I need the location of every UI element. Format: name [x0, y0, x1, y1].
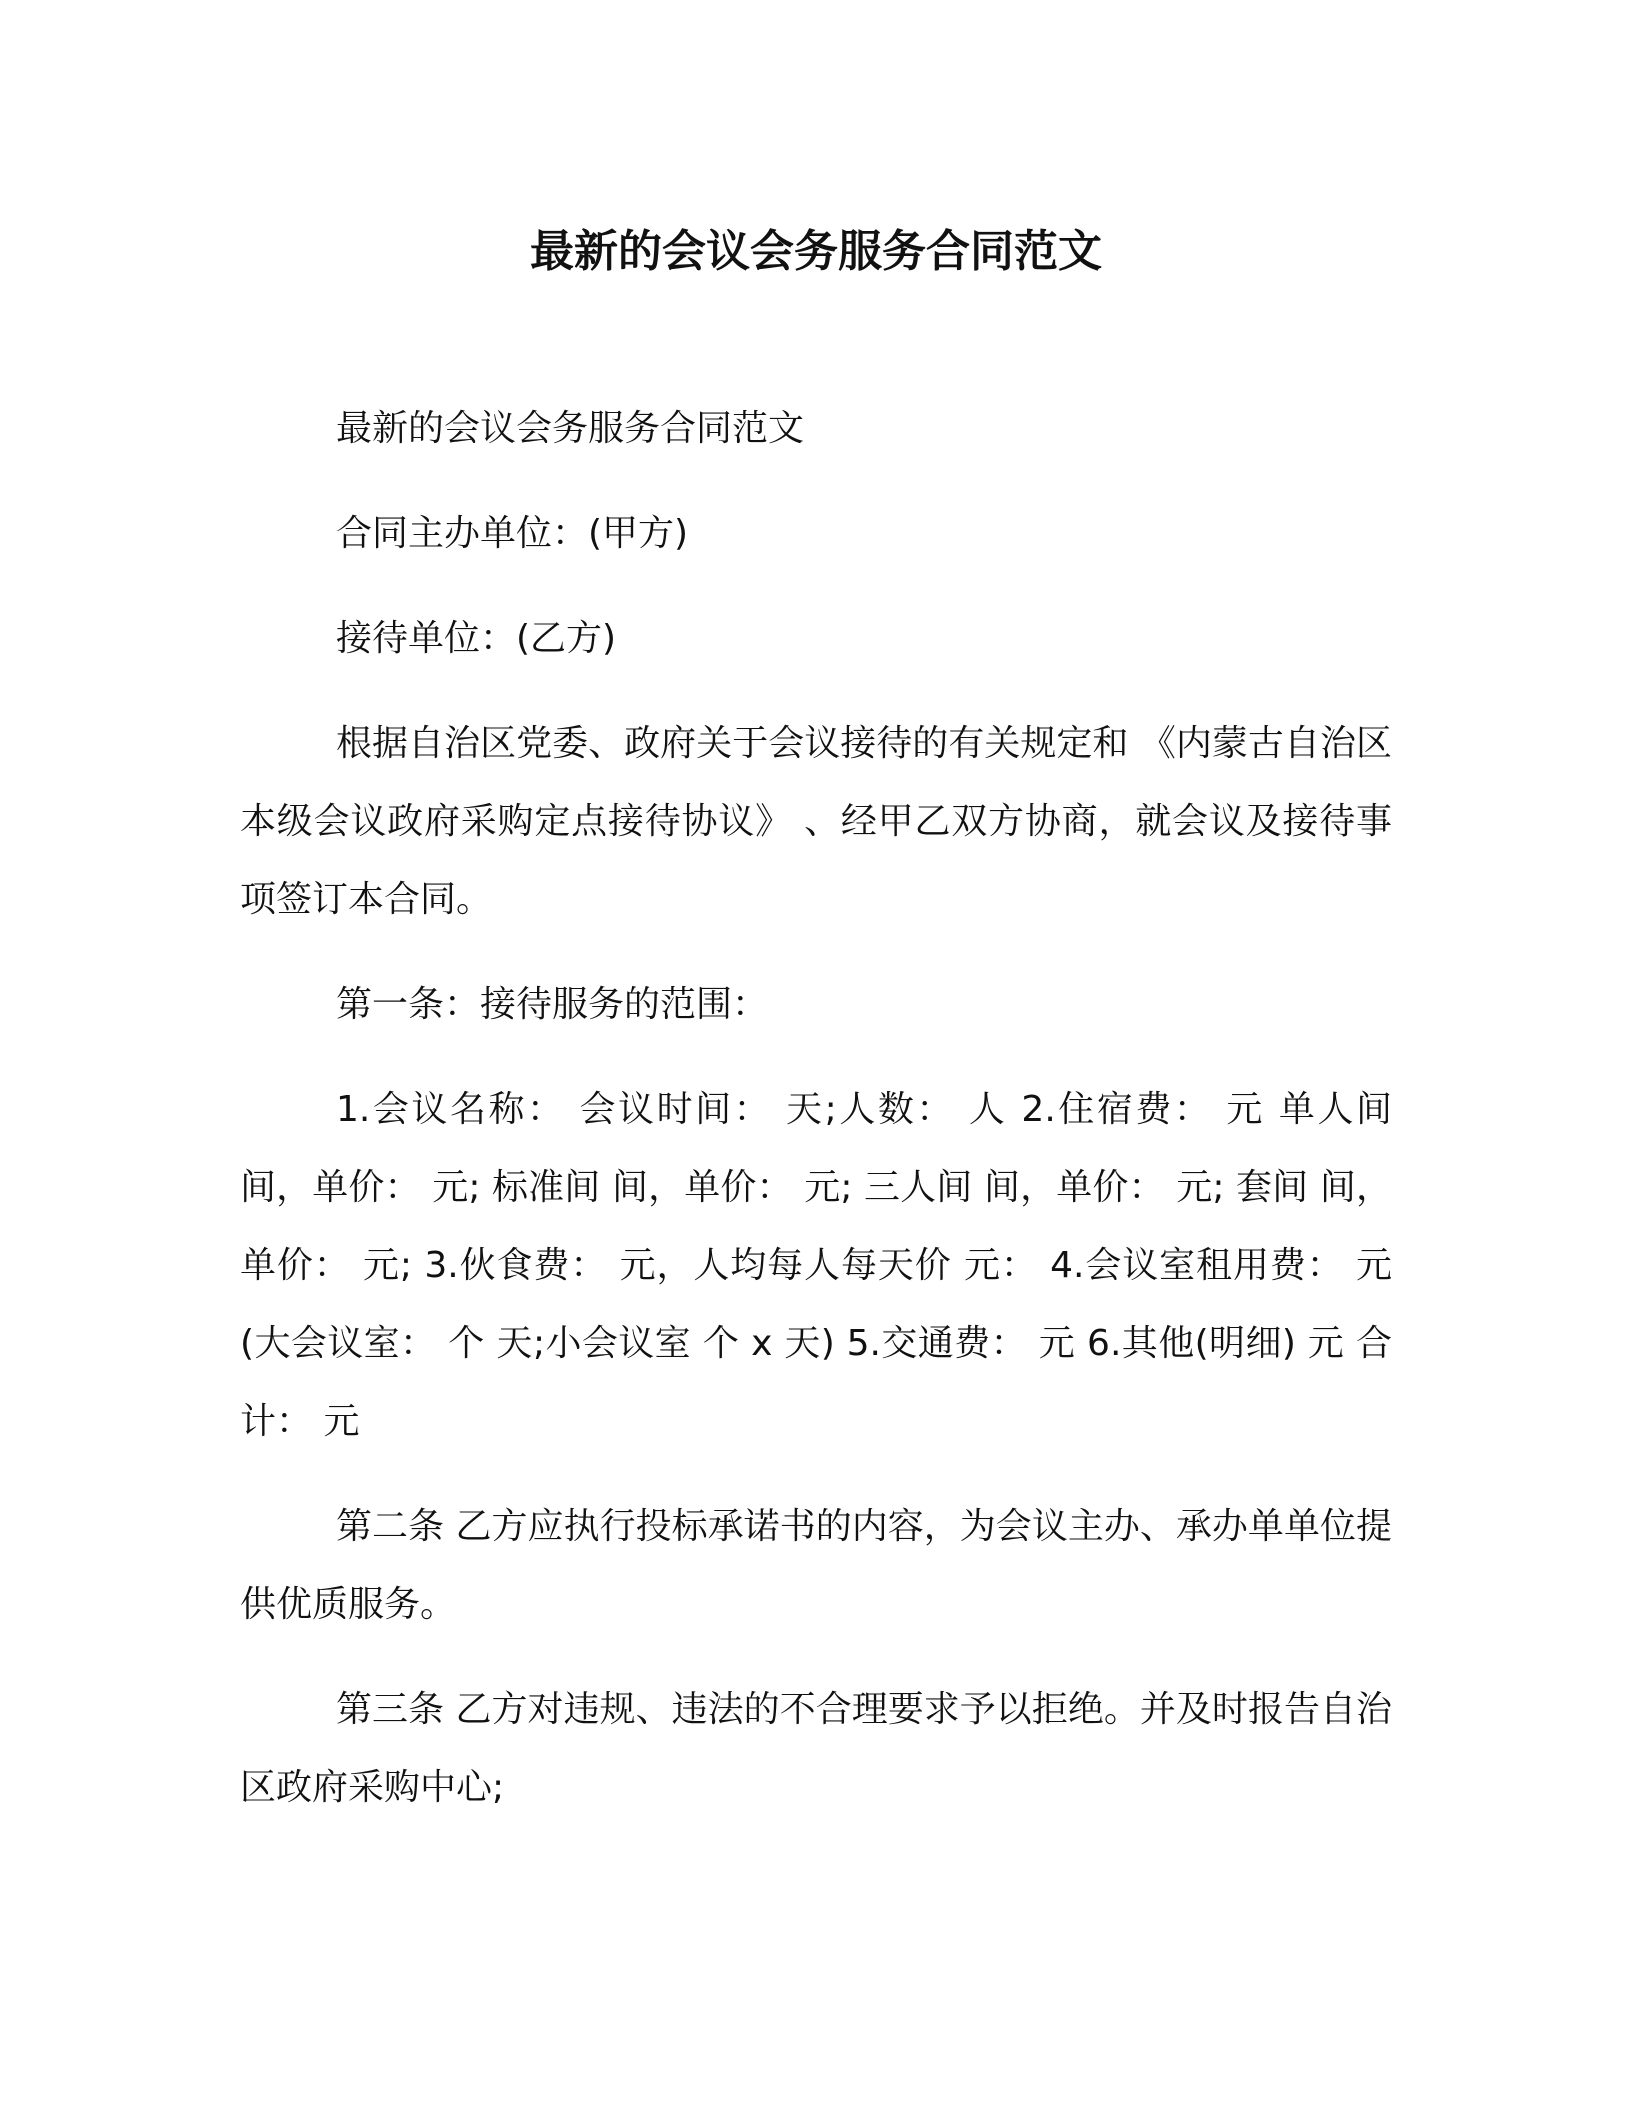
- paragraph-preamble: 根据自治区党委、政府关于会议接待的有关规定和 《内蒙古自治区本级会议政府采购定点接待协议》 、经甲乙双方协商，就会议及接待事项签订本合同。: [240, 723, 1392, 920]
- paragraph-party-a: 合同主办单位：(甲方): [336, 513, 689, 554]
- document-title: 最新的会议会务服务合同范文: [530, 226, 1102, 277]
- paragraph-article-2: 第二条 乙方应执行投标承诺书的内容，为会议主办、承办单单位提供优质服务。: [240, 1506, 1392, 1625]
- paragraph-subtitle: 最新的会议会务服务合同范文: [336, 408, 805, 449]
- document-body: [240, 390, 1392, 1854]
- paragraph-article-1-heading: 第一条：接待服务的范围：: [336, 984, 769, 1025]
- paragraph-article-3: 第三条 乙方对违规、违法的不合理要求予以拒绝。并及时报告自治区政府采购中心;: [240, 1689, 1392, 1808]
- paragraph-article-1-details: 1.会议名称： 会议时间： 天;人数： 人 2.住宿费： 元 单人间 间，单价： 元; 标准间 间，单价： 元; 三人间 间，单价： 元; 套间 间，单价： 元; 3.伙食费： 元，人均每人每天价 元： 4.会议室租用费： 元 (大会议室： 个 天;小会议室 个 x 天) 5.交通费： 元 6.其他(明细) 元 合计： 元: [240, 1089, 1392, 1442]
- paragraph-party-b: 接待单位：(乙方): [336, 618, 617, 659]
